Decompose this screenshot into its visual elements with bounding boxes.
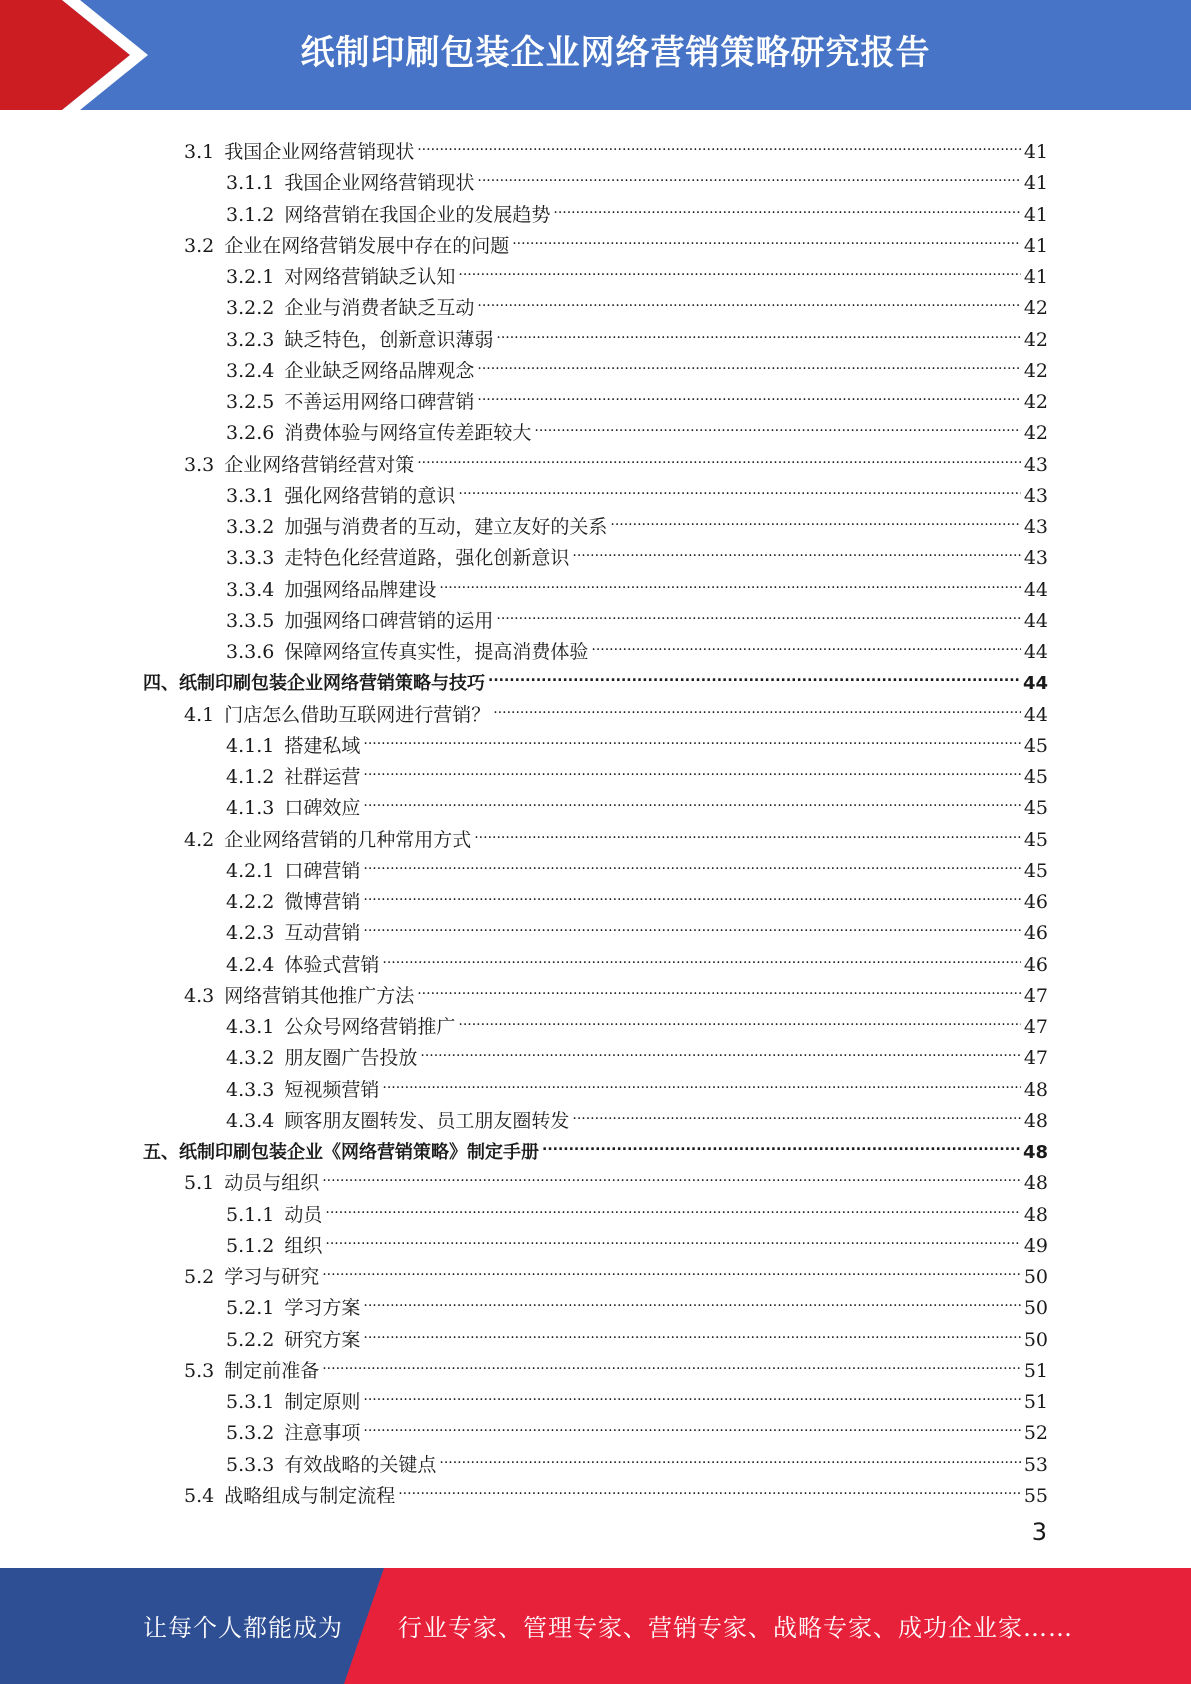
toc-entry-number: 3.2.5 xyxy=(226,391,275,413)
toc-entry-number: 4.2.2 xyxy=(226,891,275,913)
toc-dot-leader xyxy=(477,283,1020,314)
toc-entry[interactable] xyxy=(184,971,1048,1007)
toc-dot-leader xyxy=(488,658,1020,689)
toc-entry[interactable] xyxy=(184,1252,1048,1288)
toc-entry[interactable] xyxy=(226,502,1048,538)
toc-entry-page: 43 xyxy=(1023,484,1048,507)
toc-entry-number: 5.2.2 xyxy=(226,1328,275,1351)
toc-entry-title: 五、纸制印刷包装企业《网络营销策略》制定手册 xyxy=(143,1142,539,1163)
toc-entry-page: 42 xyxy=(1023,359,1048,382)
toc-entry-title: 加强网络品牌建设 xyxy=(284,578,437,601)
toc-entry[interactable] xyxy=(226,1033,1048,1070)
toc-dot-leader xyxy=(572,533,1020,564)
toc-entry-number: 3.2.2 xyxy=(226,297,275,320)
toc-entry-page: 44 xyxy=(1023,578,1048,601)
toc-entry-page: 46 xyxy=(1023,953,1048,976)
toc-entry-page: 50 xyxy=(1023,1297,1048,1320)
toc-entry[interactable] xyxy=(184,1471,1048,1507)
toc-entry-title: 学习方案 xyxy=(284,1297,361,1320)
toc-entry-title: 社群运营 xyxy=(284,766,361,788)
toc-dot-leader xyxy=(534,408,1020,439)
toc-entry-page: 50 xyxy=(1023,1328,1048,1351)
toc-entry-number: 3.3 xyxy=(184,453,215,476)
toc-entry-number: 3.3.4 xyxy=(226,578,275,601)
toc-dot-leader xyxy=(477,377,1020,408)
toc-entry-page: 44 xyxy=(1022,673,1048,695)
footer-slogan-right: 行业专家、管理专家、营销专家、战略专家、成功企业家…… xyxy=(398,1614,1073,1642)
toc-entry[interactable] xyxy=(226,877,1048,913)
toc-entry-number: 5.1.2 xyxy=(226,1234,275,1257)
toc-entry-page: 48 xyxy=(1023,1172,1048,1195)
toc-entry-page: 41 xyxy=(1023,234,1048,257)
toc-dot-leader xyxy=(363,1408,1020,1439)
toc-entry-page: 47 xyxy=(1023,1016,1048,1038)
page-number: 3 xyxy=(1031,1518,1047,1546)
toc-dot-leader xyxy=(474,815,1021,846)
toc-dot-leader xyxy=(496,596,1020,627)
toc-entry-title: 制定原则 xyxy=(284,1391,361,1413)
toc-dot-leader xyxy=(417,127,1021,158)
toc-entry[interactable] xyxy=(226,596,1048,632)
toc-entry-title: 有效战略的关键点 xyxy=(284,1453,437,1476)
toc-dot-leader xyxy=(363,721,1020,752)
toc-entry[interactable] xyxy=(226,627,1048,663)
toc-entry[interactable] xyxy=(184,221,1048,257)
toc-dot-leader xyxy=(363,1315,1020,1346)
toc-entry-page: 48 xyxy=(1023,1078,1048,1101)
toc-entry-title: 公众号网络营销推广 xyxy=(284,1016,456,1038)
toc-entry-page: 48 xyxy=(1023,1203,1048,1226)
toc-entry-page: 41 xyxy=(1023,172,1048,195)
toc-entry-title: 对网络营销缺乏认知 xyxy=(284,266,456,288)
toc-dot-leader xyxy=(322,1346,1021,1377)
toc-entry-page: 45 xyxy=(1023,734,1048,757)
toc-entry-number: 3.3.2 xyxy=(226,516,275,538)
toc-dot-leader xyxy=(477,346,1020,377)
toc-entry-title: 研究方案 xyxy=(284,1328,361,1351)
toc-entry[interactable] xyxy=(226,190,1048,226)
toc-dot-leader xyxy=(439,565,1020,596)
toc-entry-page: 43 xyxy=(1023,547,1048,570)
toc-entry-page: 44 xyxy=(1023,609,1048,632)
toc-entry-number: 4.3.3 xyxy=(226,1078,275,1101)
toc-entry-title: 消费体验与网络宣传差距较大 xyxy=(284,422,532,445)
toc-entry-number: 4.2 xyxy=(184,828,215,851)
toc-entry[interactable] xyxy=(226,533,1048,570)
toc-entry-title: 企业与消费者缺乏互动 xyxy=(284,297,475,320)
toc-dot-leader xyxy=(398,1471,1021,1502)
toc-entry[interactable] xyxy=(226,1315,1048,1351)
toc-entry-page: 47 xyxy=(1023,984,1048,1007)
toc-entry-page: 42 xyxy=(1023,328,1048,351)
toc-entry[interactable] xyxy=(226,315,1048,351)
toc-entry-number: 3.3.6 xyxy=(226,641,275,663)
toc-entry-number: 4.2.4 xyxy=(226,953,275,976)
toc-entry-page: 51 xyxy=(1023,1359,1048,1382)
toc-dot-leader xyxy=(363,1283,1020,1314)
toc-entry-number: 5.1 xyxy=(184,1172,215,1195)
toc-entry-title: 我国企业网络营销现状 xyxy=(224,141,415,163)
toc-entry[interactable] xyxy=(226,1190,1048,1226)
toc-entry-page: 45 xyxy=(1023,797,1048,820)
toc-entry-title: 门店怎么借助互联网进行营销？ xyxy=(224,703,491,726)
toc-entry-number: 3.2.6 xyxy=(226,422,275,445)
toc-entry-title: 网络营销在我国企业的发展趋势 xyxy=(284,203,551,226)
toc-entry-number: 4.2.3 xyxy=(226,922,275,945)
toc-dot-leader xyxy=(363,877,1020,908)
toc-entry-title: 企业在网络营销发展中存在的问题 xyxy=(224,234,510,257)
toc-entry-title: 走特色化经营道路，强化创新意识 xyxy=(284,547,570,570)
toc-entry[interactable] xyxy=(226,377,1048,413)
toc-entry-number: 4.3.4 xyxy=(226,1109,275,1132)
toc-entry-page: 41 xyxy=(1023,203,1048,226)
toc-entry-page: 41 xyxy=(1023,266,1048,288)
toc-entry[interactable] xyxy=(184,1346,1048,1382)
toc-entry-title: 企业网络营销的几种常用方式 xyxy=(224,828,472,851)
toc-entry-number: 3.3.5 xyxy=(226,609,275,632)
toc-dot-leader xyxy=(542,1127,1020,1158)
toc-dot-leader xyxy=(439,1440,1020,1471)
toc-entry[interactable] xyxy=(226,158,1048,195)
toc-entry-number: 5.2.1 xyxy=(226,1297,275,1320)
toc-entry[interactable] xyxy=(226,471,1048,507)
toc-entry-title: 动员与组织 xyxy=(224,1172,320,1195)
toc-entry[interactable] xyxy=(226,408,1048,445)
toc-entry-page: 50 xyxy=(1023,1266,1048,1288)
toc-entry-title: 朋友圈广告投放 xyxy=(284,1047,418,1070)
toc-entry-page: 45 xyxy=(1023,828,1048,851)
toc-entry-title: 顾客朋友圈转发、员工朋友圈转发 xyxy=(284,1109,570,1132)
toc-dot-leader xyxy=(496,315,1020,346)
toc-entry-page: 41 xyxy=(1023,141,1048,163)
toc-entry-page: 42 xyxy=(1023,297,1048,320)
toc-entry[interactable] xyxy=(226,783,1048,820)
toc-entry[interactable] xyxy=(184,815,1048,851)
toc-entry-title: 四、纸制印刷包装企业网络营销策略与技巧 xyxy=(143,673,485,695)
toc-entry[interactable] xyxy=(226,252,1048,288)
toc-entry-page: 42 xyxy=(1023,391,1048,413)
toc-entry-number: 3.3.1 xyxy=(226,484,275,507)
page-footer xyxy=(0,1568,1191,1684)
report-title: 纸制印刷包装企业网络营销策略研究报告 xyxy=(300,33,931,73)
toc-entry-number: 4.1.2 xyxy=(226,766,275,788)
toc-entry-number: 3.1.2 xyxy=(226,203,275,226)
toc-entry[interactable] xyxy=(184,440,1048,476)
toc-entry-title: 网络营销其他推广方法 xyxy=(224,984,415,1007)
toc-entry-title: 企业网络营销经营对策 xyxy=(224,453,415,476)
toc-entry-number: 4.3 xyxy=(184,984,215,1007)
toc-entry-number: 4.2.1 xyxy=(226,859,275,882)
toc-entry-page: 43 xyxy=(1023,453,1048,476)
toc-entry-title: 搭建私域 xyxy=(284,734,361,757)
toc-entry-page: 45 xyxy=(1023,859,1048,882)
toc-entry-title: 制定前准备 xyxy=(224,1359,320,1382)
toc-entry-number: 3.3.3 xyxy=(226,547,275,570)
toc-entry-page: 43 xyxy=(1023,516,1048,538)
toc-dot-leader xyxy=(325,1221,1020,1252)
toc-entry-page: 44 xyxy=(1023,641,1048,663)
toc-entry[interactable] xyxy=(226,1221,1048,1257)
toc-entry[interactable] xyxy=(226,1065,1048,1101)
toc-entry[interactable] xyxy=(226,940,1048,976)
toc-entry-page: 48 xyxy=(1022,1142,1048,1163)
toc-entry-title: 口碑营销 xyxy=(284,859,361,882)
toc-entry-number: 5.3.2 xyxy=(226,1422,275,1445)
toc-entry-number: 4.1.3 xyxy=(226,797,275,820)
toc-entry-title: 体验式营销 xyxy=(284,953,380,976)
toc-dot-leader xyxy=(322,1252,1021,1283)
toc-entry[interactable] xyxy=(226,721,1048,757)
toc-entry-title: 口碑效应 xyxy=(284,797,361,820)
toc-entry-title: 不善运用网络口碑营销 xyxy=(284,391,475,413)
toc-entry-title: 我国企业网络营销现状 xyxy=(284,172,475,195)
toc-entry-number: 3.2.4 xyxy=(226,359,275,382)
toc-entry-title: 加强与消费者的互动，建立友好的关系 xyxy=(284,516,608,538)
toc-dot-leader xyxy=(591,627,1020,658)
toc-entry[interactable] xyxy=(143,1127,1048,1163)
toc-entry-number: 3.1.1 xyxy=(226,172,275,195)
toc-dot-leader xyxy=(553,190,1020,221)
toc-entry-number: 4.3.1 xyxy=(226,1016,275,1038)
toc-entry-page: 42 xyxy=(1023,422,1048,445)
toc-dot-leader xyxy=(325,1190,1020,1221)
toc-entry[interactable] xyxy=(226,283,1048,320)
toc-entry[interactable] xyxy=(226,1283,1048,1320)
toc-entry-number: 5.2 xyxy=(184,1266,215,1288)
toc-dot-leader xyxy=(572,1096,1020,1127)
toc-entry[interactable] xyxy=(226,1440,1048,1476)
toc-entry-title: 缺乏特色，创新意识薄弱 xyxy=(284,328,494,351)
toc-entry-page: 55 xyxy=(1023,1484,1048,1507)
toc-entry-page: 52 xyxy=(1023,1422,1048,1445)
toc-entry[interactable] xyxy=(226,1377,1048,1413)
toc-dot-leader xyxy=(512,221,1021,252)
toc-entry-number: 5.3.1 xyxy=(226,1391,275,1413)
toc-entry-number: 3.2.1 xyxy=(226,266,275,288)
footer-slogan-left: 让每个人都能成为 xyxy=(143,1614,343,1642)
toc-dot-leader xyxy=(382,1065,1020,1096)
toc-entry-title: 企业缺乏网络品牌观念 xyxy=(284,359,475,382)
toc-dot-leader xyxy=(363,752,1020,783)
toc-entry-number: 5.3 xyxy=(184,1359,215,1382)
toc-entry[interactable] xyxy=(226,1096,1048,1132)
toc-dot-leader xyxy=(458,471,1020,502)
toc-entry[interactable] xyxy=(226,346,1048,382)
toc-entry-number: 5.3.3 xyxy=(226,1453,275,1476)
toc-entry-title: 短视频营销 xyxy=(284,1078,380,1101)
toc-entry[interactable] xyxy=(226,846,1048,882)
toc-entry[interactable] xyxy=(226,565,1048,601)
toc-entry-page: 48 xyxy=(1023,1109,1048,1132)
toc-entry[interactable] xyxy=(226,1002,1048,1038)
toc-entry-title: 保障网络宣传真实性，提高消费体验 xyxy=(284,641,589,663)
toc-entry-number: 3.2.3 xyxy=(226,328,275,351)
toc-entry-page: 44 xyxy=(1023,703,1048,726)
toc-dot-leader xyxy=(363,846,1020,877)
toc-entry-title: 动员 xyxy=(284,1203,323,1226)
toc-entry-title: 学习与研究 xyxy=(224,1266,320,1288)
toc-entry-page: 51 xyxy=(1023,1391,1048,1413)
page-header xyxy=(0,0,1191,110)
toc-entry[interactable] xyxy=(143,658,1048,695)
toc-dot-leader xyxy=(458,1002,1020,1033)
toc-dot-leader xyxy=(382,940,1020,971)
toc-entry[interactable] xyxy=(226,1408,1048,1445)
toc-entry-page: 49 xyxy=(1023,1234,1048,1257)
toc-entry[interactable] xyxy=(184,1158,1048,1195)
toc-entry-title: 微博营销 xyxy=(284,891,361,913)
toc-entry-number: 4.1.1 xyxy=(226,734,275,757)
toc-entry-number: 5.1.1 xyxy=(226,1203,275,1226)
toc-entry-title: 强化网络营销的意识 xyxy=(284,484,456,507)
toc-entry[interactable] xyxy=(226,752,1048,788)
toc-entry-title: 加强网络口碑营销的运用 xyxy=(284,609,494,632)
toc-dot-leader xyxy=(477,158,1020,189)
toc-entry[interactable] xyxy=(184,127,1048,163)
toc-entry-title: 战略组成与制定流程 xyxy=(224,1484,396,1507)
toc-entry-title: 注意事项 xyxy=(284,1422,361,1445)
toc-entry-title: 互动营销 xyxy=(284,922,361,945)
toc-entry-page: 46 xyxy=(1023,922,1048,945)
toc-dot-leader xyxy=(417,440,1021,471)
toc-entry-number: 3.2 xyxy=(184,234,215,257)
toc-dot-leader xyxy=(610,502,1020,533)
toc-entry-page: 47 xyxy=(1023,1047,1048,1070)
toc-dot-leader xyxy=(458,252,1020,283)
toc-entry-title: 组织 xyxy=(284,1234,323,1257)
toc-dot-leader xyxy=(322,1158,1021,1189)
toc-dot-leader xyxy=(420,1033,1020,1064)
toc-entry-number: 4.1 xyxy=(184,703,215,726)
toc-entry[interactable] xyxy=(184,690,1048,726)
toc-entry-number: 5.4 xyxy=(184,1484,215,1507)
toc-entry-page: 46 xyxy=(1023,891,1048,913)
toc-entry[interactable] xyxy=(226,908,1048,945)
toc-dot-leader xyxy=(363,908,1020,939)
toc-dot-leader xyxy=(363,1377,1020,1408)
toc-dot-leader xyxy=(493,690,1021,721)
toc-entry-number: 3.1 xyxy=(184,141,215,163)
toc-entry-page: 45 xyxy=(1023,766,1048,788)
toc-entry-number: 4.3.2 xyxy=(226,1047,275,1070)
toc-entry-page: 53 xyxy=(1023,1453,1048,1476)
toc-dot-leader xyxy=(417,971,1021,1002)
toc-dot-leader xyxy=(363,783,1020,814)
